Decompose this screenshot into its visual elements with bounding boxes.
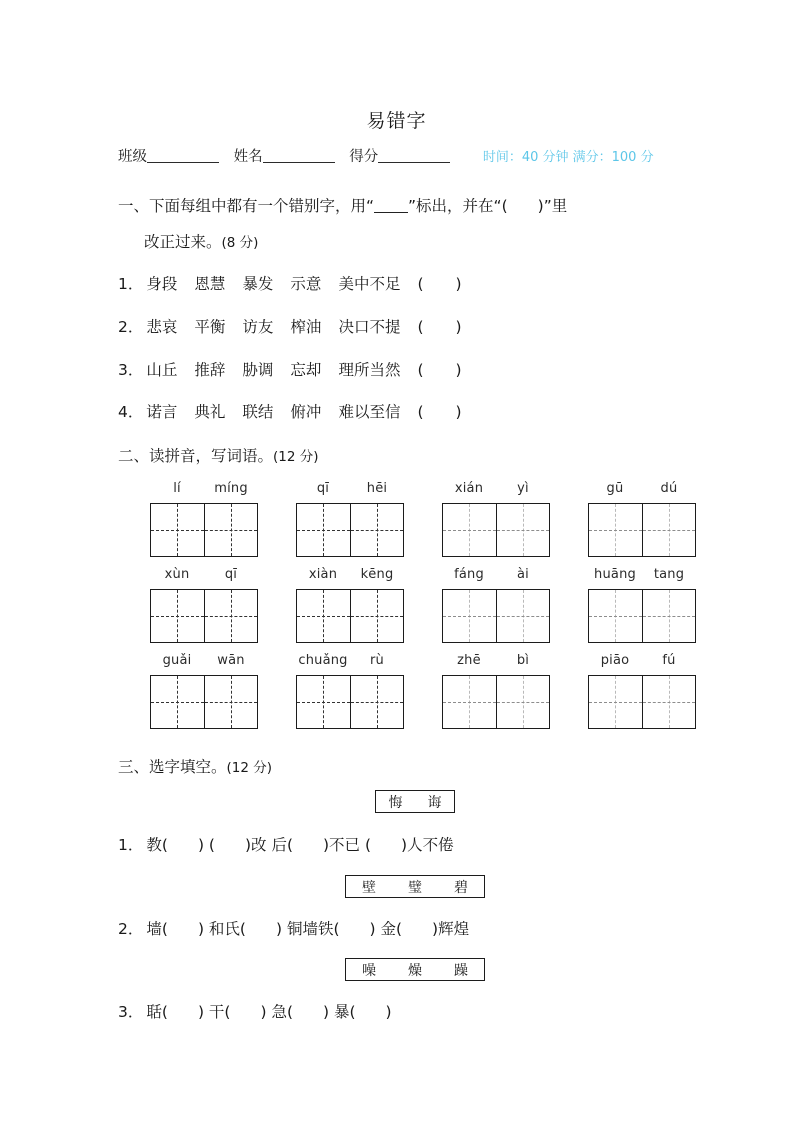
pinyin-label — [150, 481, 258, 503]
pinyin-syllable: míng — [214, 481, 248, 496]
pinyin-grid-group[interactable] — [442, 567, 550, 643]
word: 美中不足 — [338, 275, 401, 293]
writing-cell[interactable] — [297, 676, 350, 728]
writing-cell[interactable] — [350, 590, 403, 642]
paren-close: ) — [455, 275, 462, 293]
row-index: 3． — [118, 361, 144, 379]
choice-character[interactable]: 壁 — [362, 879, 376, 896]
pinyin-label — [296, 653, 404, 675]
row-index: 4． — [118, 403, 144, 421]
writing-cell[interactable] — [204, 590, 257, 642]
pinyin-syllable: piāo — [600, 653, 630, 668]
student-info-line — [118, 145, 718, 167]
writing-cell[interactable] — [443, 676, 496, 728]
fill-segment: 聒( — [146, 1003, 168, 1021]
section-1-heading-text-a: 一、下面每组中都有一个错别字，用“ — [118, 197, 375, 215]
fill-segment: ) 铜墙铁( — [275, 920, 340, 938]
section-3-heading-text: 三、选字填空。 — [118, 758, 227, 776]
section-3-heading — [118, 755, 272, 777]
word: 恩慧 — [194, 275, 226, 293]
paren-close: ) — [455, 318, 462, 336]
paren-close: ) — [455, 361, 462, 379]
pinyin-label — [150, 567, 258, 589]
fill-segment: ) 暴( — [323, 1003, 356, 1021]
writing-cell[interactable] — [642, 590, 695, 642]
pinyin-syllable: xiàn — [308, 567, 338, 582]
writing-cell[interactable] — [589, 676, 642, 728]
section-1-heading-line2 — [144, 230, 258, 252]
pinyin-syllable: rù — [370, 653, 384, 668]
blank-underline-mark — [374, 201, 408, 213]
pinyin-grid-group[interactable] — [150, 567, 258, 643]
pinyin-label — [296, 567, 404, 589]
fill-segment: )辉煌 — [432, 920, 470, 938]
section-1-heading-text-c: )”里 — [537, 197, 568, 215]
section-2-points: (12 分) — [273, 449, 319, 465]
word: 悲哀 — [146, 318, 178, 336]
tianzige-box[interactable] — [588, 589, 696, 643]
class-blank[interactable] — [147, 149, 219, 163]
word: 诺言 — [146, 403, 178, 421]
pinyin-syllable: xùn — [164, 567, 190, 582]
fill-segment: ) — [385, 1003, 392, 1021]
fill-segment: ) ( — [197, 836, 215, 854]
pinyin-grid-group[interactable] — [150, 481, 258, 557]
writing-cell[interactable] — [589, 590, 642, 642]
pinyin-syllable: kēng — [360, 567, 394, 582]
pinyin-syllable: huāng — [594, 567, 636, 582]
pinyin-grid-group[interactable] — [442, 481, 550, 557]
word: 山丘 — [146, 361, 178, 379]
choice-character[interactable]: 燥 — [408, 962, 422, 979]
score-blank[interactable] — [378, 149, 450, 163]
word: 访友 — [242, 318, 274, 336]
tianzige-box[interactable] — [296, 675, 404, 729]
pinyin-label — [150, 653, 258, 675]
tianzige-box[interactable] — [442, 589, 550, 643]
choice-character[interactable]: 悔 — [388, 794, 403, 811]
paren-open: ( — [417, 275, 424, 293]
section-3-points: (12 分) — [226, 760, 273, 776]
fill-segment: )改 后( — [244, 836, 293, 854]
tianzige-box[interactable] — [150, 503, 258, 557]
choice-character[interactable]: 躁 — [454, 962, 468, 979]
writing-cell[interactable] — [204, 676, 257, 728]
word: 推辞 — [194, 361, 226, 379]
row-index: 1． — [118, 836, 144, 854]
section-1-points: (8 分) — [221, 235, 259, 251]
word: 胁调 — [242, 361, 274, 379]
tianzige-box[interactable] — [588, 675, 696, 729]
section-1-heading-line2-text: 改正过来。 — [144, 233, 222, 251]
section-1-row-2 — [118, 315, 462, 337]
pinyin-grid-group[interactable] — [296, 481, 404, 557]
pinyin-grid-group[interactable] — [588, 653, 696, 729]
row-index: 3． — [118, 1003, 144, 1021]
tianzige-box[interactable] — [150, 589, 258, 643]
choice-character[interactable]: 碧 — [454, 879, 468, 896]
character-choice-box-2[interactable] — [345, 875, 485, 898]
answer-parenthesis[interactable] — [417, 318, 461, 336]
fill-segment: ) 急( — [260, 1003, 293, 1021]
class-field[interactable] — [118, 145, 219, 166]
word: 难以至信 — [338, 403, 401, 421]
writing-cell[interactable] — [350, 504, 403, 556]
time-and-total-meta: 时间：40 分钟 满分：100 分 — [482, 150, 654, 165]
word: 俯冲 — [290, 403, 322, 421]
word: 平衡 — [194, 318, 226, 336]
pinyin-syllable: dú — [660, 481, 678, 496]
answer-parenthesis[interactable] — [417, 361, 461, 379]
answer-parenthesis[interactable] — [417, 403, 461, 421]
section-1-row-3 — [118, 358, 462, 380]
writing-cell[interactable] — [443, 504, 496, 556]
writing-cell[interactable] — [151, 590, 204, 642]
pinyin-syllable: fáng — [454, 567, 484, 582]
paren-open: ( — [417, 318, 424, 336]
pinyin-grid-group[interactable] — [150, 653, 258, 729]
writing-cell[interactable] — [443, 590, 496, 642]
pinyin-syllable: ài — [517, 567, 529, 582]
word: 决口不提 — [338, 318, 401, 336]
score-label: 得分 — [349, 149, 379, 165]
word: 联结 — [242, 403, 274, 421]
fill-segment: )不已 ( — [323, 836, 372, 854]
pinyin-syllable: wān — [217, 653, 245, 668]
section-2-heading-text: 二、读拼音，写词语。 — [118, 447, 274, 465]
word: 示意 — [290, 275, 322, 293]
row-index: 2． — [118, 318, 144, 336]
paren-close: ) — [455, 403, 462, 421]
pinyin-syllable: qī — [224, 567, 238, 582]
writing-cell[interactable] — [589, 504, 642, 556]
name-label: 姓名 — [233, 149, 263, 165]
pinyin-label — [296, 481, 404, 503]
name-blank[interactable] — [263, 149, 335, 163]
pinyin-syllable: guǎi — [162, 653, 192, 668]
pinyin-syllable: lí — [173, 481, 181, 496]
pinyin-syllable: xián — [454, 481, 484, 496]
writing-cell[interactable] — [151, 676, 204, 728]
writing-cell[interactable] — [642, 504, 695, 556]
word: 理所当然 — [338, 361, 401, 379]
pinyin-label — [588, 481, 696, 503]
pinyin-syllable: gū — [606, 481, 624, 496]
pinyin-grid-group[interactable] — [296, 653, 404, 729]
word: 忘却 — [290, 361, 322, 379]
fill-segment: )人不倦 — [401, 836, 454, 854]
name-field[interactable] — [234, 145, 335, 166]
tianzige-box[interactable] — [442, 675, 550, 729]
section-3-row-1 — [118, 833, 454, 855]
writing-cell[interactable] — [297, 504, 350, 556]
pinyin-syllable: bì — [516, 653, 530, 668]
tianzige-box[interactable] — [442, 503, 550, 557]
writing-cell[interactable] — [496, 676, 549, 728]
character-choice-box-3[interactable] — [345, 958, 485, 981]
section-1-heading-text-b: ”标出，并在“( — [408, 197, 508, 215]
row-index: 2． — [118, 920, 144, 938]
pinyin-grid-group[interactable] — [588, 567, 696, 643]
pinyin-syllable: tang — [653, 567, 685, 582]
pinyin-syllable: hēi — [366, 481, 388, 496]
section-3-row-3 — [118, 1000, 392, 1022]
pinyin-label — [442, 481, 550, 503]
score-field[interactable] — [349, 145, 450, 166]
pinyin-syllable: chuǎng — [298, 653, 348, 668]
writing-cell[interactable] — [204, 504, 257, 556]
tianzige-box[interactable] — [296, 503, 404, 557]
choice-character[interactable]: 噪 — [362, 962, 376, 979]
pinyin-syllable: yì — [517, 481, 529, 496]
pinyin-syllable: qī — [316, 481, 330, 496]
fill-segment: ) 金( — [369, 920, 403, 938]
fill-segment: 墙( — [146, 920, 168, 938]
tianzige-box[interactable] — [150, 675, 258, 729]
writing-cell[interactable] — [350, 676, 403, 728]
writing-cell[interactable] — [297, 590, 350, 642]
section-1-row-1 — [118, 272, 462, 294]
writing-cell[interactable] — [496, 590, 549, 642]
word: 典礼 — [194, 403, 226, 421]
tianzige-box[interactable] — [588, 503, 696, 557]
fill-segment: ) 和氏( — [197, 920, 246, 938]
pinyin-grid-group[interactable] — [296, 567, 404, 643]
section-1-row-4 — [118, 400, 462, 422]
class-label: 班级 — [118, 149, 147, 165]
writing-cell[interactable] — [642, 676, 695, 728]
answer-parenthesis[interactable] — [417, 275, 461, 293]
row-index: 1． — [118, 275, 144, 293]
tianzige-box[interactable] — [296, 589, 404, 643]
choice-character[interactable]: 诲 — [427, 794, 442, 811]
page-title: 易错字 — [366, 110, 427, 132]
word: 榨油 — [290, 318, 322, 336]
paren-open: ( — [417, 403, 424, 421]
fill-segment: 教( — [146, 836, 168, 854]
pinyin-label — [588, 567, 696, 589]
writing-cell[interactable] — [151, 504, 204, 556]
word: 暴发 — [242, 275, 274, 293]
pinyin-syllable: zhē — [457, 653, 481, 668]
word: 身段 — [146, 275, 178, 293]
pinyin-syllable: fú — [662, 653, 676, 668]
section-2-heading — [118, 444, 319, 466]
choice-character[interactable]: 璧 — [408, 879, 422, 896]
character-choice-box-1[interactable] — [375, 790, 455, 813]
pinyin-label — [442, 567, 550, 589]
section-1-heading — [118, 194, 567, 216]
writing-cell[interactable] — [496, 504, 549, 556]
pinyin-grid-group[interactable] — [588, 481, 696, 557]
paren-open: ( — [417, 361, 424, 379]
fill-segment: ) 干( — [197, 1003, 231, 1021]
pinyin-label — [588, 653, 696, 675]
pinyin-label — [442, 653, 550, 675]
pinyin-grid-group[interactable] — [442, 653, 550, 729]
section-3-row-2 — [118, 917, 469, 939]
